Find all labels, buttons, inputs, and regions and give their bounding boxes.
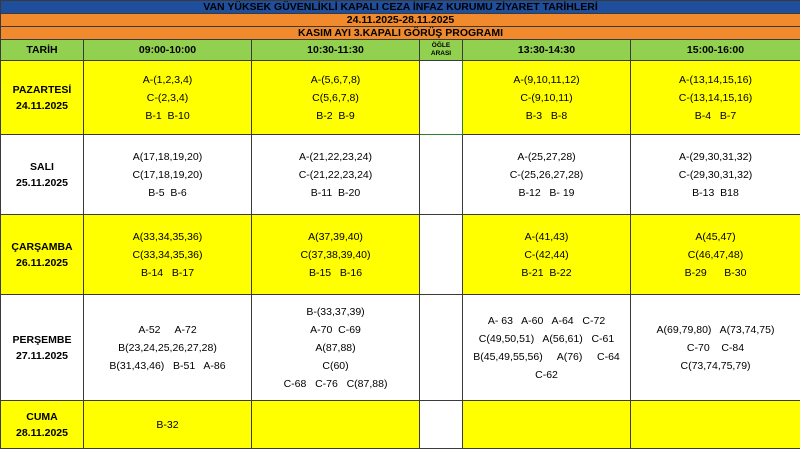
lunch-label-2: ARASI — [430, 50, 452, 57]
visitor-group-line: B-11 B-20 — [310, 186, 361, 199]
slot-cell — [84, 135, 252, 215]
day-date: 24.11.2025 — [16, 99, 68, 112]
day-name: PAZARTESİ — [12, 83, 72, 96]
visitor-group-line: B-2 B-9 — [316, 109, 355, 122]
visitor-group-line: B(23,24,25,26,27,28) — [118, 341, 217, 354]
row-wednesday — [1, 215, 800, 295]
visitor-group-line: A(17,18,19,20) — [132, 150, 203, 163]
visitor-group-line: B-14 B-17 — [140, 266, 195, 279]
column-header-row — [1, 40, 800, 61]
program-row — [1, 27, 800, 40]
visitor-group-line: A(33,34,35,36) — [132, 230, 203, 243]
visitor-group-line: B(31,43,46) B-51 A-86 — [109, 359, 226, 372]
visitor-group-line: C(5,6,7,8) — [312, 91, 359, 104]
header-lunch-break — [420, 40, 463, 61]
date-range: 24.11.2025-28.11.2025 — [1, 14, 800, 27]
visitor-group-line: B-12 B- 19 — [518, 186, 575, 199]
visitor-group-line: C(37,38,39,40) — [300, 248, 371, 261]
slot-cell — [463, 295, 631, 401]
visitor-group-line: C-(9,10,11) — [520, 91, 573, 104]
visitor-group-line: B-3 B-8 — [525, 109, 568, 122]
visitor-group-line: A-(1,2,3,4) — [142, 73, 193, 86]
visitor-group-line: B-(33,37,39) — [306, 305, 365, 318]
visitor-group-line: A- 63 A-60 A-64 C-72 — [487, 314, 606, 327]
visitor-group-line: A-52 A-72 — [138, 323, 197, 336]
visitor-group-line: B-15 B-16 — [308, 266, 363, 279]
lunch-label-1: ÖĞLE — [431, 42, 451, 49]
lunch-cell — [420, 135, 463, 215]
row-monday — [1, 61, 800, 135]
day-cell — [1, 135, 84, 215]
visitor-group-line: A-(5,6,7,8) — [310, 73, 361, 86]
day-cell — [1, 295, 84, 401]
slot-cell — [631, 295, 800, 401]
visitor-group-line: A(45,47) — [695, 230, 736, 243]
day-name: PERŞEMBE — [12, 333, 72, 346]
row-thursday — [1, 295, 800, 401]
slot-cell — [252, 215, 420, 295]
day-date: 27.11.2025 — [16, 349, 68, 362]
visitor-group-line: B-13 B18 — [692, 186, 739, 199]
visitor-group-line: C(46,47,48) — [687, 248, 744, 261]
visitor-group-line: B-1 B-10 — [145, 109, 190, 122]
visitor-group-line: A-(41,43) — [524, 230, 569, 243]
visitor-group-line: C-68 C-76 C(87,88) — [283, 377, 388, 390]
date-range-row — [1, 14, 800, 27]
visitor-group-line: A-(9,10,11,12) — [513, 73, 580, 86]
slot-cell — [463, 135, 631, 215]
document-title: VAN YÜKSEK GÜVENLİKLİ KAPALI CEZA İNFAZ KURUMU ZİYARET TARİHLERİ — [1, 1, 800, 14]
slot-cell — [84, 215, 252, 295]
day-name: CUMA — [26, 410, 58, 423]
slot-cell — [84, 61, 252, 135]
slot-cell — [252, 61, 420, 135]
visitor-group-line: B-21 B-22 — [521, 266, 572, 279]
header-slot-1: 09:00-10:00 — [84, 40, 252, 61]
visitor-group-line: C-70 C-84 — [686, 341, 745, 354]
slot-cell — [631, 135, 800, 215]
visitor-group-line: B-29 B-30 — [684, 266, 747, 279]
visitor-group-line: B(45,49,55,56) A(76) C-64 — [473, 350, 620, 363]
day-cell — [1, 215, 84, 295]
visitor-group-line: C-(21,22,23,24) — [298, 168, 373, 181]
visitor-group-line: C(73,74,75,79) — [680, 359, 751, 372]
slot-cell — [252, 401, 420, 449]
visitor-group-line: C(49,50,51) A(56,61) C-61 — [478, 332, 615, 345]
slot-cell — [252, 295, 420, 401]
slot-cell — [631, 215, 800, 295]
lunch-cell — [420, 215, 463, 295]
lunch-cell — [420, 401, 463, 449]
header-slot-3: 13:30-14:30 — [463, 40, 631, 61]
visitor-group-line: C-62 — [535, 368, 558, 381]
header-slot-2: 10:30-11:30 — [252, 40, 420, 61]
visitor-group-line: A-(13,14,15,16) — [679, 73, 752, 86]
visitor-group-line: C-(42,44) — [524, 248, 569, 261]
visitor-group-line: C(60) — [322, 359, 349, 372]
slot-cell — [84, 401, 252, 449]
visitor-group-line: C-(29,30,31,32) — [678, 168, 753, 181]
visitor-group-line: C-(2,3,4) — [146, 91, 189, 104]
visitor-group-line: C-(13,14,15,16) — [678, 91, 753, 104]
visitor-group-line: B-32 — [156, 418, 179, 431]
visitor-group-line: A-(29,30,31,32) — [679, 150, 752, 163]
program-title: KASIM AYI 3.KAPALI GÖRÜŞ PROGRAMI — [1, 27, 800, 40]
visitor-group-line: A(69,79,80) A(73,74,75) — [656, 323, 775, 336]
row-friday — [1, 401, 800, 449]
row-tuesday — [1, 135, 800, 215]
visitor-group-line: A-70 C-69 — [310, 323, 361, 336]
header-slot-4: 15:00-16:00 — [631, 40, 800, 61]
visitor-group-line: B-5 B-6 — [148, 186, 187, 199]
slot-cell — [84, 295, 252, 401]
title-row — [1, 1, 800, 14]
day-date: 25.11.2025 — [16, 176, 68, 189]
slot-cell — [631, 61, 800, 135]
visitor-group-line: C(33,34,35,36) — [132, 248, 203, 261]
slot-cell — [631, 401, 800, 449]
day-cell — [1, 401, 84, 449]
lunch-cell — [420, 295, 463, 401]
day-cell — [1, 61, 84, 135]
lunch-cell-selected[interactable] — [420, 61, 463, 135]
slot-cell — [463, 215, 631, 295]
slot-cell — [463, 61, 631, 135]
visitor-group-line: B-4 B-7 — [694, 109, 737, 122]
slot-cell — [252, 135, 420, 215]
visitor-group-line: A(37,39,40) — [308, 230, 363, 243]
visitor-group-line: C(17,18,19,20) — [132, 168, 203, 181]
visitor-group-line: A(87,88) — [315, 341, 356, 354]
day-name: SALI — [30, 160, 54, 173]
slot-cell — [463, 401, 631, 449]
day-date: 26.11.2025 — [16, 256, 68, 269]
day-name: ÇARŞAMBA — [11, 240, 73, 253]
visitor-group-line: A-(21,22,23,24) — [299, 150, 372, 163]
visitor-group-line: C-(25,26,27,28) — [509, 168, 584, 181]
day-date: 28.11.2025 — [16, 426, 68, 439]
header-date: TARİH — [1, 40, 84, 61]
visitor-group-line: A-(25,27,28) — [517, 150, 576, 163]
